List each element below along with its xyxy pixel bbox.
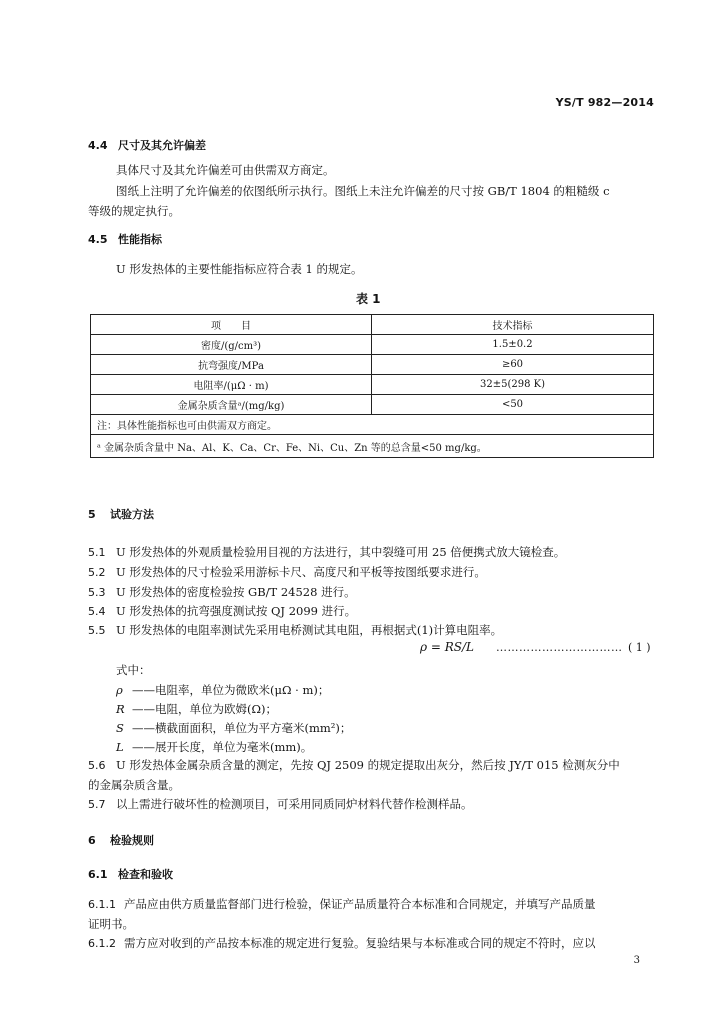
paragraph: 的金属杂质含量。 <box>88 778 180 792</box>
section-5-heading <box>88 506 154 522</box>
section-title: 检查和验收 <box>118 868 173 881</box>
item-text: U 形发热体金属杂质含量的测定，先按 QJ 2509 的规定提取出灰分，然后按 JY/T 015 检测灰分中 <box>116 758 620 772</box>
table-note: 注：具体性能指标也可由供需双方商定。 <box>91 415 654 435</box>
variable-text: ——电阻，单位为欧姆(Ω)； <box>132 702 278 716</box>
row-spec: 1.5±0.2 <box>372 335 654 355</box>
row-item: 抗弯强度/MPa <box>91 355 372 375</box>
item-text: U 形发热体的抗弯强度测试按 QJ 2099 进行。 <box>116 604 357 618</box>
header-spec: 技术指标 <box>372 315 654 335</box>
row-spec: 32±5(298 K) <box>372 375 654 395</box>
item-number: 6.1.2 <box>88 937 116 950</box>
paragraph: 证明书。 <box>88 917 134 931</box>
list-item <box>88 896 596 912</box>
item-text: 需方应对收到的产品按本标准的规定进行复验。复验结果与本标准或合同的规定不符时，应以 <box>124 936 596 950</box>
table-header-row <box>91 315 654 335</box>
variable-definition <box>116 720 351 736</box>
row-spec: ≥60 <box>372 355 654 375</box>
table-row <box>91 355 654 375</box>
item-text: U 形发热体的电阻率测试先采用电桥测试其电阻，再根据式(1)计算电阻率。 <box>116 623 503 637</box>
formula: ρ = RS/L <box>420 640 475 654</box>
item-text: 以上需进行破坏性的检测项目，可采用同质同炉材料代替作检测样品。 <box>116 797 473 811</box>
section-title: 性能指标 <box>118 233 162 246</box>
item-number: 5.2 <box>88 566 106 579</box>
list-item <box>88 584 356 600</box>
item-number: 6.1.1 <box>88 898 116 911</box>
section-4-5-heading <box>88 231 162 247</box>
variable-text: ——电阻率，单位为微欧米(μΩ · m)； <box>132 683 330 697</box>
paragraph: 图纸上注明了允许偏差的依图纸所示执行。图纸上未注允许偏差的尺寸按 GB/T 1804 的粗糙级 c <box>116 184 610 198</box>
variable-definition <box>116 682 329 698</box>
variable-symbol: L <box>116 740 124 754</box>
list-item <box>88 622 502 638</box>
section-title: 检验规则 <box>110 834 154 847</box>
header-item: 项 目 <box>91 315 372 335</box>
variable-symbol: R <box>116 702 125 716</box>
list-item <box>88 603 356 619</box>
variable-definition <box>116 739 312 755</box>
item-text: 产品应由供方质量监督部门进行检验，保证产品质量符合本标准和合同规定，并填写产品质量 <box>124 897 596 911</box>
item-number: 5.4 <box>88 605 106 618</box>
list-item <box>88 564 486 580</box>
item-text: U 形发热体的尺寸检验采用游标卡尺、高度尺和平板等按图纸要求进行。 <box>116 565 486 579</box>
row-item: 金属杂质含量ᵃ/(mg/kg) <box>91 395 372 415</box>
row-item: 密度/(g/cm³) <box>91 335 372 355</box>
table-note-row <box>91 415 654 435</box>
where-label: 式中： <box>116 663 151 677</box>
section-title: 试验方法 <box>110 508 154 521</box>
list-item <box>88 544 565 560</box>
list-item <box>88 757 620 773</box>
variable-symbol: ρ <box>116 683 123 697</box>
section-number: 4.4 <box>88 139 108 152</box>
variable-text: ——展开长度，单位为毫米(mm)。 <box>132 740 313 754</box>
item-number: 5.6 <box>88 759 106 772</box>
list-item <box>88 935 596 951</box>
standard-code: YS/T 982—2014 <box>555 96 654 109</box>
item-number: 5.5 <box>88 624 106 637</box>
section-number: 4.5 <box>88 233 108 246</box>
item-number: 5.1 <box>88 546 106 559</box>
section-6-1-heading <box>88 866 173 882</box>
equation-number: ( 1 ) <box>628 641 651 654</box>
section-number: 6.1 <box>88 868 108 881</box>
item-text: U 形发热体的密度检验按 GB/T 24528 进行。 <box>116 585 356 599</box>
item-number: 5.7 <box>88 798 106 811</box>
section-number: 6 <box>88 834 96 847</box>
table-caption: 表 1 <box>356 292 381 306</box>
table-footnote: ᵃ 金属杂质含量中 Na、Al、K、Ca、Cr、Fe、Ni、Cu、Zn 等的总含量<50 mg/kg。 <box>91 435 654 458</box>
formula-leader-dots: …………………………… <box>496 641 623 654</box>
table-row <box>91 375 654 395</box>
paragraph: 具体尺寸及其允许偏差可由供需双方商定。 <box>116 163 335 177</box>
item-text: U 形发热体的外观质量检验用目视的方法进行，其中裂缝可用 25 倍便携式放大镜检查。 <box>116 545 566 559</box>
table-footnote-row <box>91 435 654 458</box>
spec-table <box>90 314 654 458</box>
list-item <box>88 796 473 812</box>
variable-symbol: S <box>116 721 124 735</box>
variable-definition <box>116 701 277 717</box>
row-item: 电阻率/(μΩ · m) <box>91 375 372 395</box>
table-row <box>91 395 654 415</box>
table-row <box>91 335 654 355</box>
variable-text: ——横截面面积，单位为平方毫米(mm²)； <box>132 721 352 735</box>
section-4-4-heading <box>88 137 206 153</box>
section-6-heading <box>88 832 154 848</box>
section-title: 尺寸及其允许偏差 <box>118 139 206 152</box>
row-spec: <50 <box>372 395 654 415</box>
page-number: 3 <box>633 955 640 966</box>
item-number: 5.3 <box>88 586 106 599</box>
paragraph: 等级的规定执行。 <box>88 204 180 218</box>
paragraph: U 形发热体的主要性能指标应符合表 1 的规定。 <box>116 262 363 276</box>
section-number: 5 <box>88 508 96 521</box>
